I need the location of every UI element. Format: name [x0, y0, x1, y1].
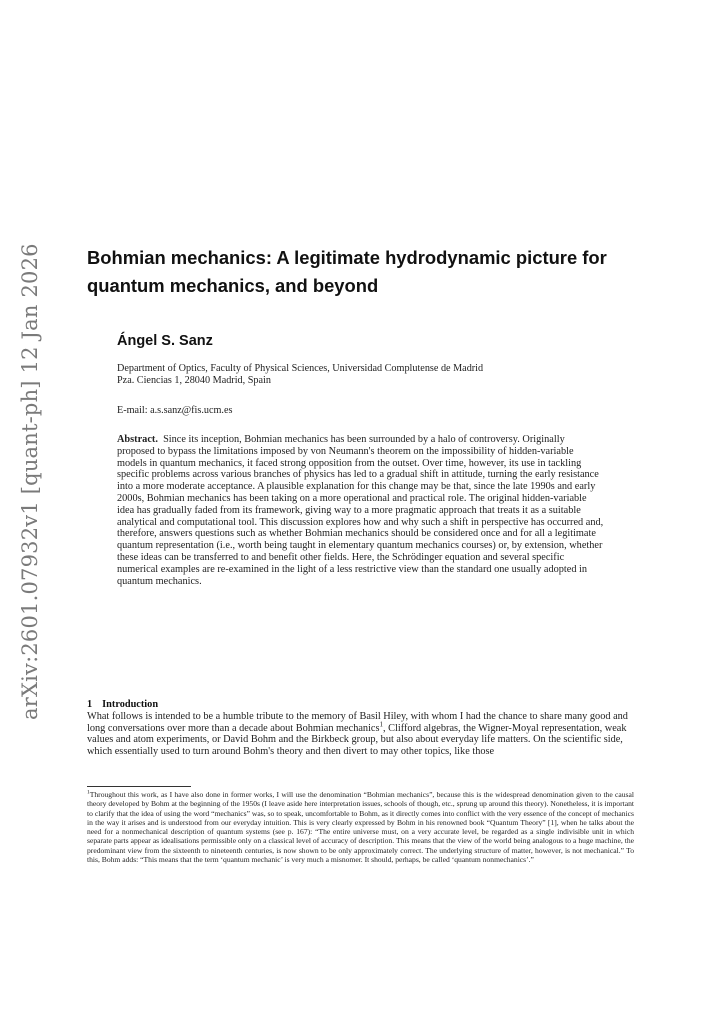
section-body: [87, 711, 647, 757]
affiliation-line-2: Pza. Ciencias 1, 28040 Madrid, Spain: [117, 375, 271, 387]
body-text-part-2: , Clifford algebras, the Wigner-Moyal representation, weak values and atom experiments, or David Bohm and the Birkbeck group, but also about everyday life matters. On the scientific side, which essentially used to turn around Bohm's theory and then divert to may other topics, like those: [87, 722, 627, 757]
affiliation: [117, 363, 637, 388]
arxiv-identifier: arXiv:2601.07932v1 [quant-ph] 12 Jan 2026: [18, 243, 42, 720]
abstract-label: Abstract.: [117, 434, 158, 445]
footnote-reference[interactable]: 1: [379, 720, 384, 729]
author-email: E-mail: a.s.sanz@fis.ucm.es: [117, 405, 233, 416]
section-heading: [87, 699, 158, 710]
footnote: [87, 790, 634, 864]
footnote-mark: 1: [87, 789, 90, 796]
footnote-divider: [87, 786, 191, 787]
body-text-part-1: What follows is intended to be a humble tribute to the memory of Basil Hiley, with whom I had the chance to share many good and long conversations over more than a decade about Bohmian mechanics: [87, 711, 628, 734]
section-title: Introduction: [102, 699, 159, 710]
abstract-text: Since its inception, Bohmian mechanics has been surrounded by a halo of controversy. Originally proposed to bypass the limitations imposed by von Neumann's theorem on the impossibility of hidden-variable models in quantum mechanics, it faced strong opposition from the outset. Over time, however, its use in tackling specific problems across various branches of physics has led to a gradual shift in attitude, turning the early resistance into a more moderate acceptance. A plausible explanation for this change may be that, since the late 1990s and early 2000s, Bohmian mechanics has been taking on a more operational and practical role. The original hidden-variable idea has gradually faded from its framework, giving way to a more pragmatic approach that treats it as a suitable analytical and computational tool. This discussion explores how and why such a shift in perspective has occurred and, therefore, answers questions such as whether Bohmian mechanics should be considered once and for all a legitimate quantum representation (i.e., worth being taught in elementary quantum mechanics courses) or, by extension, whether these ideas can be transferred to and benefit other fields. Here, the Schrödinger equation and several specific numerical examples are re-examined in the light of a less restrictive view than the standard one usually adopted in quantum mechanics.: [117, 434, 604, 587]
footnote-text: Throughout this work, as I have also done in former works, I will use the denomination “Bohmian mechanics”, because this is the widespread denomination given to the causal theory developed by Bohm at the beginning of the 1950s (I leave aside here interpretation issues, schools of though, etc., sprung up around this theory). Nonetheless, it is important to clarify that the idea of using the word “mechanics” was, so to speak, uncomfortable to Bohm, as it directly comes into conflict with the very essence of the concept of mechanics in the way it arises and is understood from our everyday intuition. This is very clearly expressed by Bohm in his renowned book “Quantum Theory” [1], when he talks about the need for a nonmechanical description of quantum systems (see p. 167): “The entire universe must, on a very accurate level, be regarded as a single indivisible unit in which separate parts appear as idealisations permissible only on a classical level of accuracy of description. This means that the view of the world being analogous to a huge machine, the predominant view from the sixteenth to nineteenth centuries, is now shown to be only approximately correct. The underlying structure of matter, however, is not mechanical.” To this, Bohm adds: “This means that the term ‘quantum mechanic’ is very much a misnomer. It should, perhaps, be called ‘quantum nonmechanics’.”: [87, 790, 634, 865]
affiliation-line-1: Department of Optics, Faculty of Physical Sciences, Universidad Complutense de Madrid: [117, 363, 484, 374]
author-name: Ángel S. Sanz: [117, 333, 213, 349]
abstract: [117, 434, 605, 587]
section-number: 1: [87, 699, 93, 710]
paper-title: Bohmian mechanics: A legitimate hydrodynamic picture for quantum mechanics, and beyond: [87, 247, 607, 296]
